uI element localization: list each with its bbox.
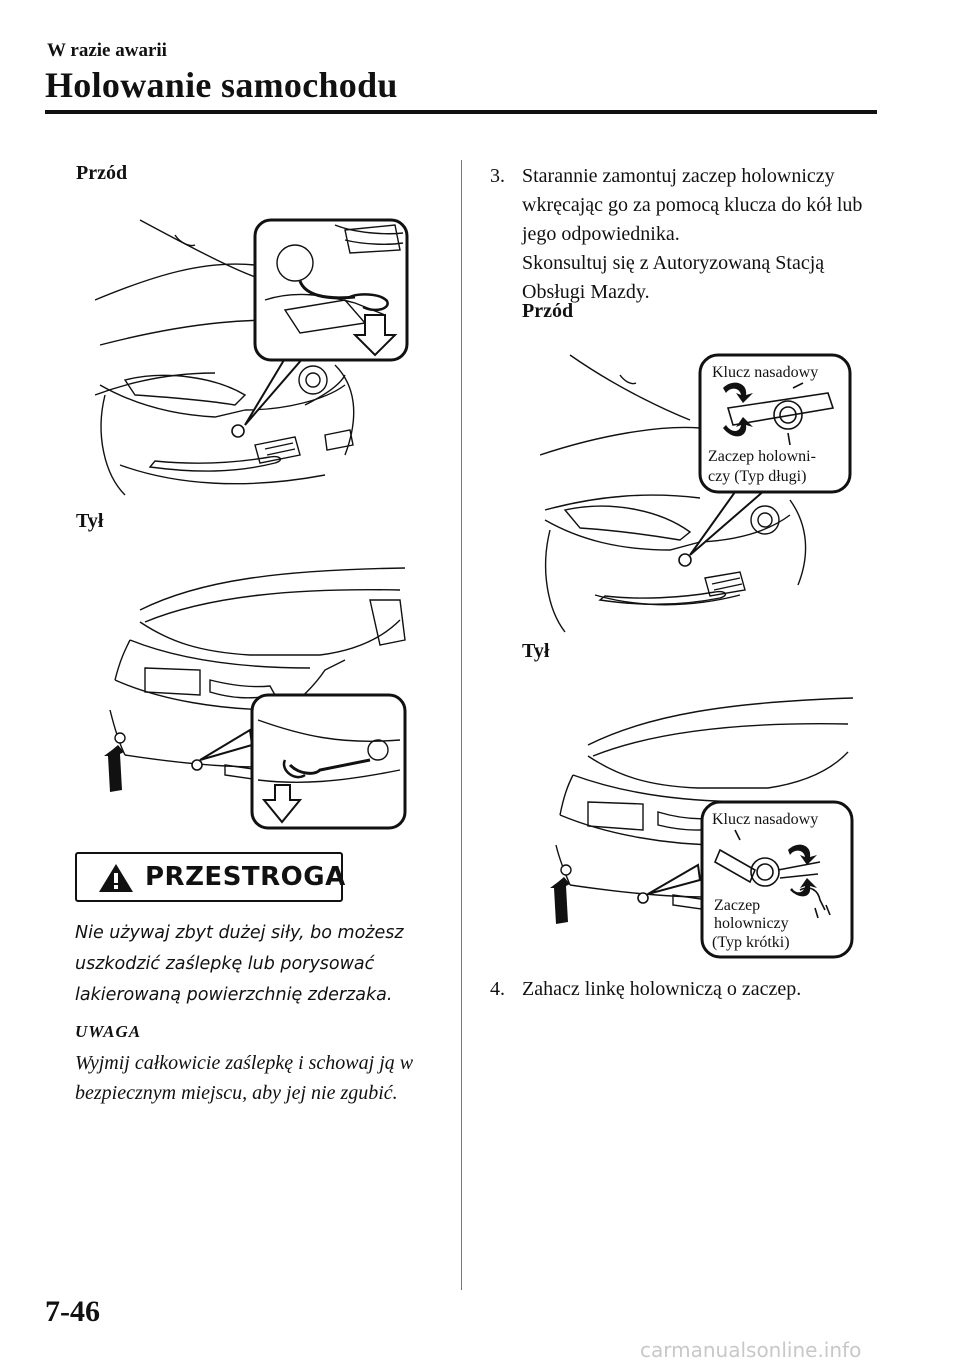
- rear-callout-hook-line1: Zaczep: [714, 897, 761, 914]
- section-label: W razie awarii: [47, 40, 167, 61]
- page-number: 7-46: [45, 1295, 100, 1328]
- step-4: [490, 975, 875, 1004]
- caution-heading: PRZESTROGA: [145, 862, 346, 892]
- note-title: UWAGA: [75, 1022, 142, 1041]
- step-3: [490, 162, 875, 307]
- note-body: Wyjmij całkowicie zaślepkę i schowaj ją w bezpiecznym miejscu, aby jej nie zgubić.: [75, 1052, 414, 1104]
- front-callout: [698, 353, 853, 495]
- warning-triangle-icon: [97, 862, 135, 894]
- step-3-text-2: Skonsultuj się z Autoryzowaną Stacją Obsługi Mazdy.: [522, 252, 825, 303]
- step-4-number: 4.: [490, 978, 505, 1000]
- rear-callout-wrench-label: Klucz nasadowy: [712, 811, 819, 828]
- front-callout-wrench-label: Klucz nasadowy: [712, 364, 819, 381]
- rear-callout: [700, 800, 855, 960]
- caution-box: [75, 852, 346, 902]
- front-callout-hook-line1: Zaczep holowni-: [708, 448, 816, 465]
- step-3-text: Starannie zamontuj zaczep holowniczy wkręcając go za pomocą klucza do kół lub jego odpowiednika.: [522, 165, 863, 245]
- step-3-number: 3.: [490, 165, 505, 187]
- column-divider: [461, 160, 462, 1290]
- caution-body: Nie używaj zbyt dużej siły, bo możesz uszkodzić zaślepkę lub porysować lakierowaną powierzchnię zderzaka.: [75, 923, 404, 1005]
- left-front-label: Przód: [76, 162, 128, 184]
- front-car-illustration: [95, 205, 415, 500]
- rear-callout-hook-line2: holowniczy: [714, 915, 789, 932]
- header-rule: [45, 110, 877, 114]
- right-front-label: Przód: [522, 300, 574, 322]
- rear-car-illustration: [100, 560, 412, 835]
- watermark: carmanualsonline.info: [640, 1338, 862, 1362]
- page-title: Holowanie samochodu: [45, 65, 398, 105]
- front-callout-hook-line2: czy (Typ długi): [708, 468, 807, 485]
- rear-callout-hook-line3: (Typ krótki): [712, 934, 790, 951]
- left-rear-label: Tył: [76, 510, 104, 532]
- step-4-text: Zahacz linkę holowniczą o zaczep.: [522, 978, 802, 1000]
- right-rear-label: Tył: [522, 640, 550, 662]
